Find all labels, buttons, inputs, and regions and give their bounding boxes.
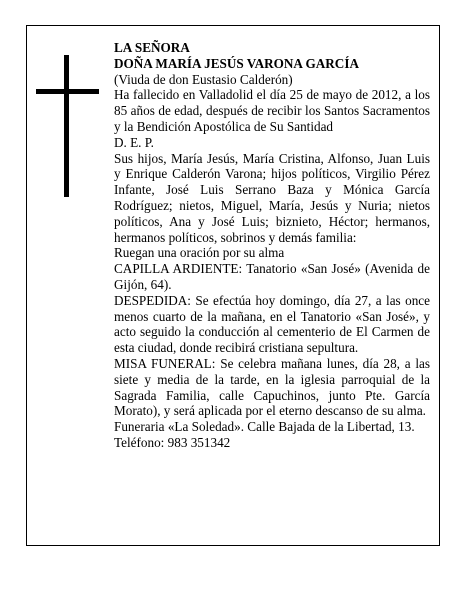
rip: D. E. P.: [114, 134, 154, 150]
family-paragraph: Sus hijos, María Jesús, María Cristina, Alfonso, Juan Luis y Enrique Calderón Varona; hijos políticos, Virgilio Pérez Infante, José Luis Serrano Baza y Mónica García Rodríguez; nietos, Miguel, María, Jesús y Nuria; nietos políticos, Ana y José Luis; biznieto, Héctor; hermanos, hermanos políticos, sobrinos y demás familia:: [114, 150, 430, 245]
obituary-text: [114, 40, 430, 451]
cross-horizontal-bar: [36, 89, 99, 94]
cross-vertical-bar: [64, 55, 69, 197]
death-announcement: Ha fallecido en Valladolid el día 25 de mayo de 2012, a los 85 años de edad, después de recibir los Santos Sacramentos y la Bendición Apostólica de Su Santidad: [114, 87, 430, 134]
prayer-request: Ruegan una oración por su alma: [114, 245, 285, 261]
phone-number: Teléfono: 983 351342: [114, 434, 231, 450]
header-title: LA SEÑORA: [114, 40, 190, 55]
farewell-info: DESPEDIDA: Se efectúa hoy domingo, día 27, a las once menos cuarto de la mañana, en el Tanatorio «San José», y acto seguido la conducción al cementerio de El Carmen de esta ciudad, donde recibirá cristiana sepultura.: [114, 292, 430, 356]
deceased-name: DOÑA MARÍA JESÚS VARONA GARCÍA: [114, 55, 359, 71]
widow-of: (Viuda de don Eustasio Calderón): [114, 71, 293, 87]
mass-info: MISA FUNERAL: Se celebra mañana lunes, día 28, a las siete y media de la tarde, en la iglesia parroquial de la Sagrada Familia, calle Capuchinos, junto Pte. García Morato), y será aplicada por el eterno descanso de su alma.: [114, 355, 430, 419]
chapel-info: CAPILLA ARDIENTE: Tanatorio «San José» (Avenida de Gijón, 64).: [114, 261, 430, 292]
cross-icon: [36, 55, 99, 197]
funeral-home: Funeraria «La Soledad». Calle Bajada de la Libertad, 13.: [114, 419, 415, 435]
